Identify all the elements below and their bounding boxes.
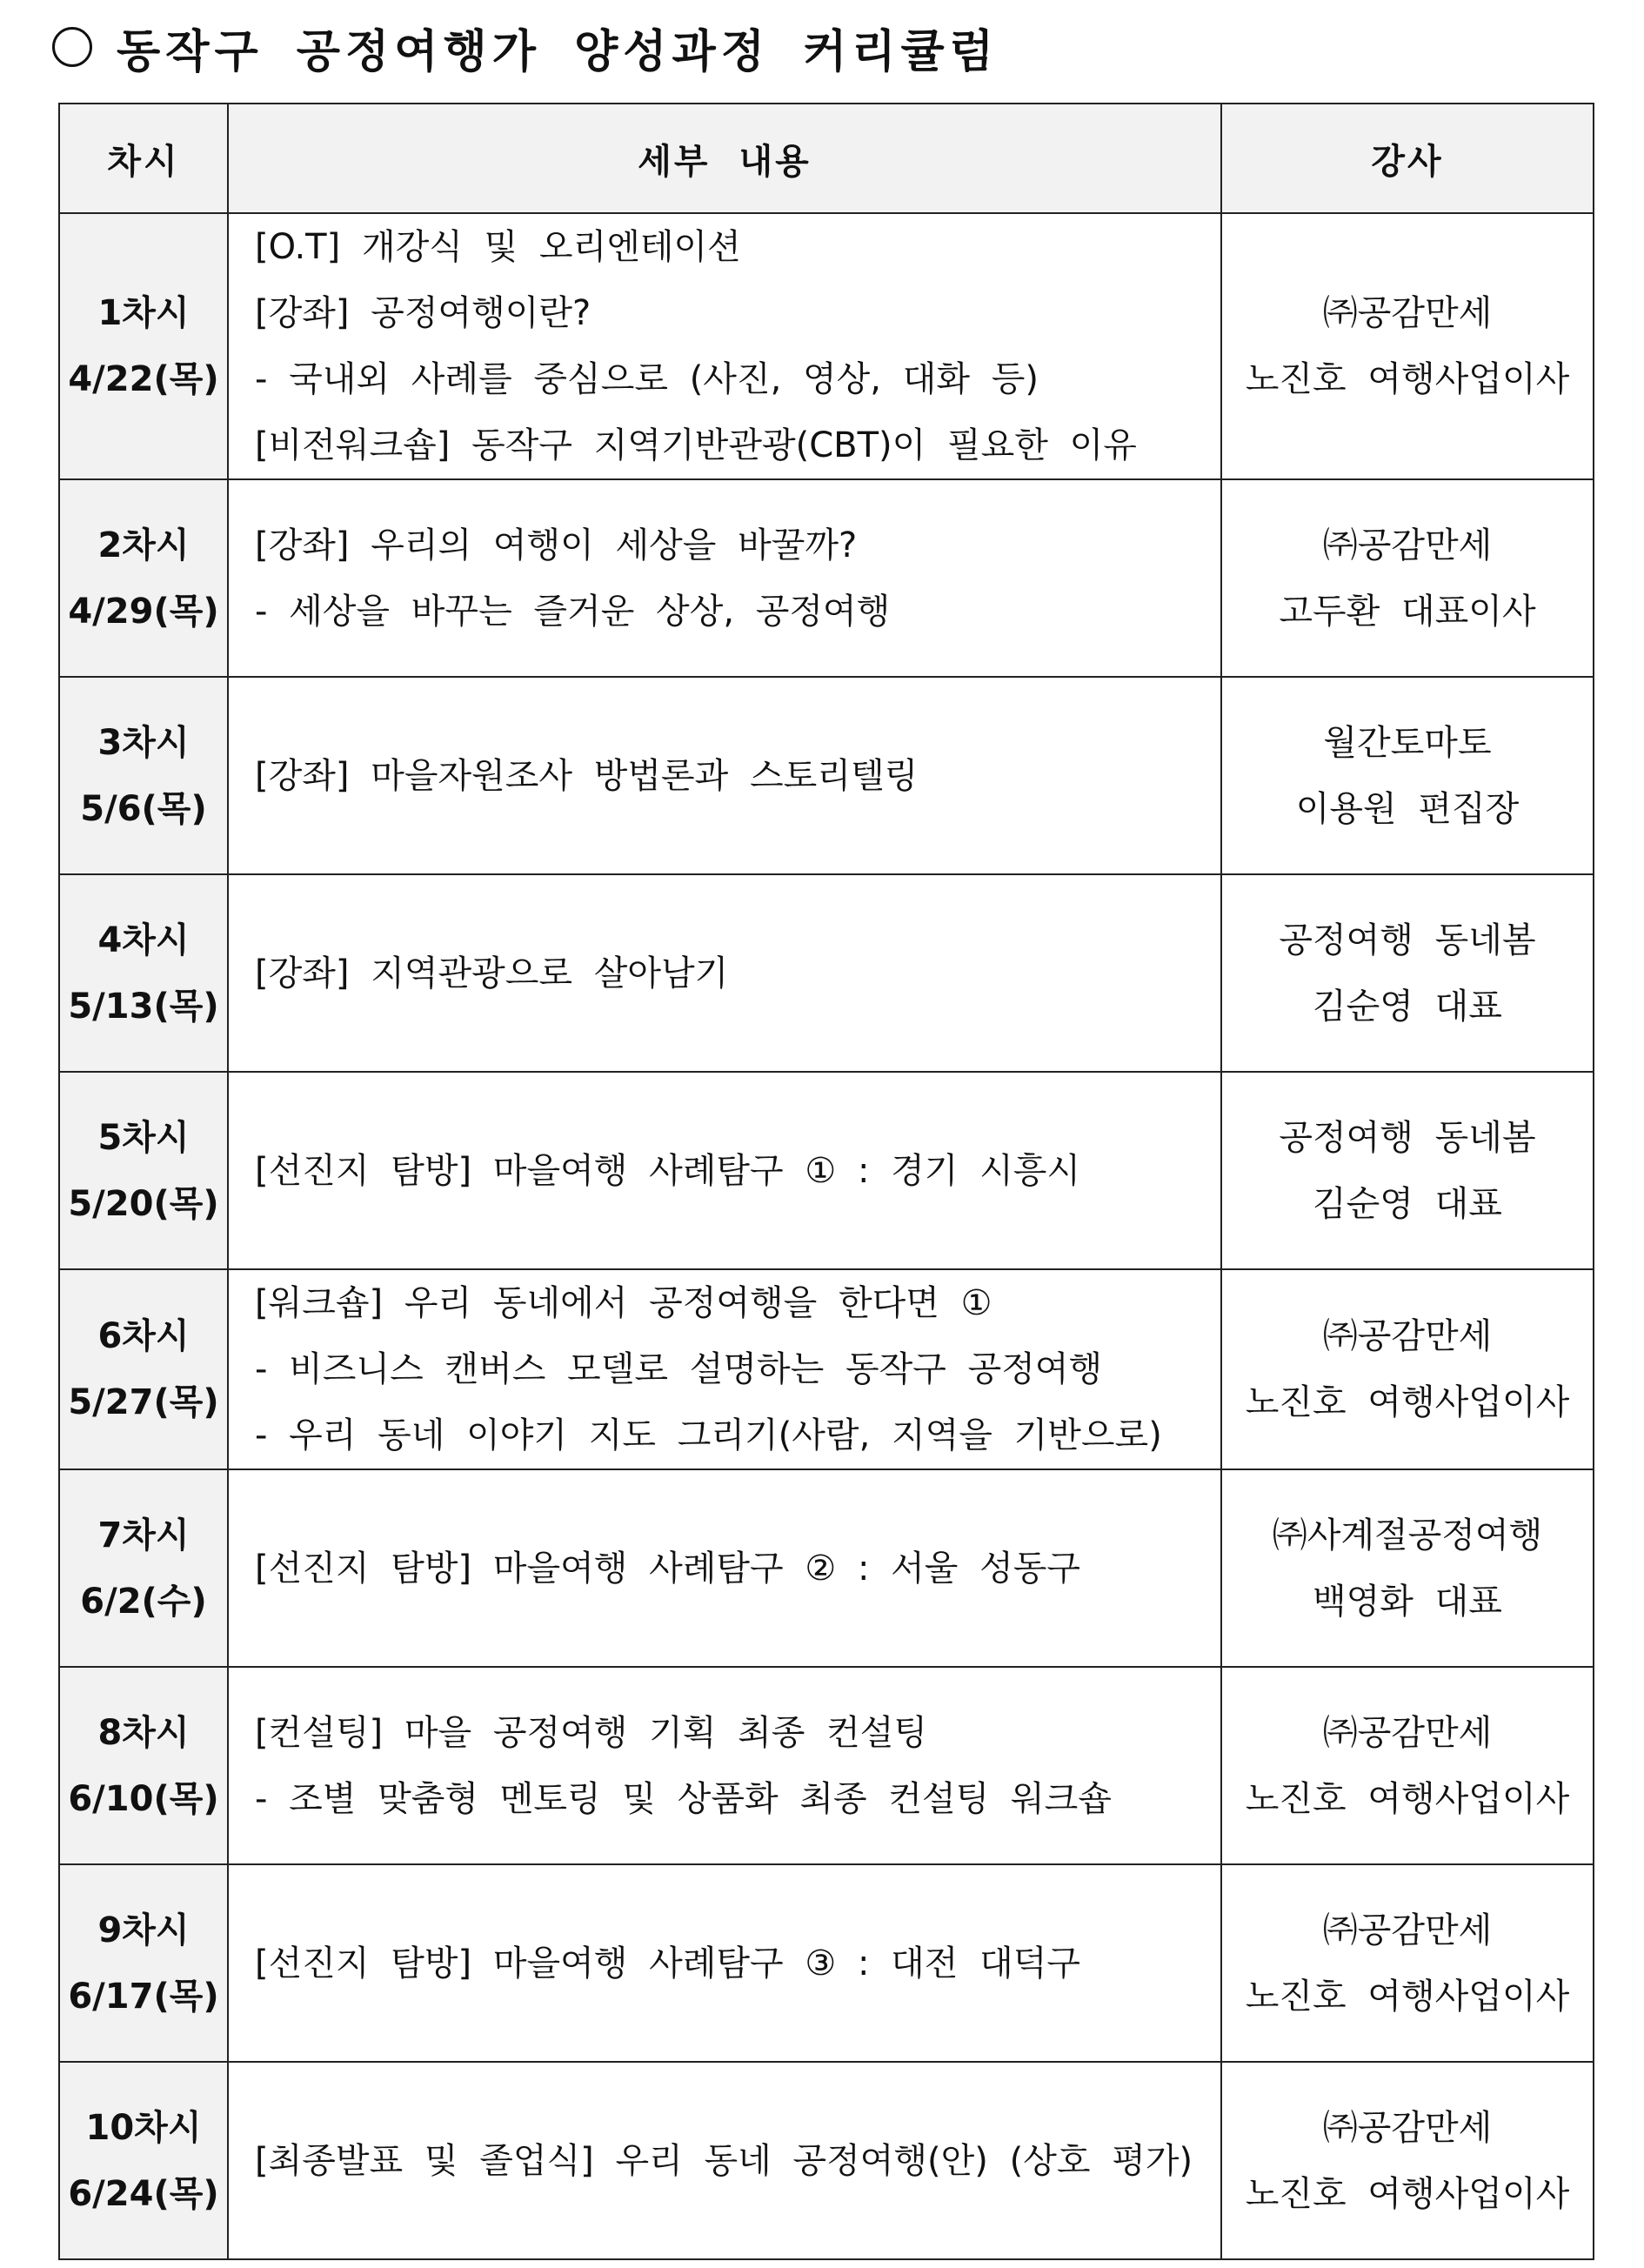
header-instructor: 강사 <box>1221 104 1594 213</box>
session-number: 9차시 <box>97 1910 190 1950</box>
instructor-line: ㈜공감만세 <box>1322 293 1493 333</box>
session-cell <box>59 874 228 1072</box>
instructor-line: 노진호 여행사업이사 <box>1245 1976 1570 2017</box>
instructor-cell <box>1221 213 1594 479</box>
session-cell <box>59 479 228 677</box>
details-line: [강좌] 마을자원조사 방법론과 스토리텔링 <box>255 755 919 796</box>
session-number: 8차시 <box>97 1712 190 1753</box>
session-date: 6/24(목) <box>68 2173 219 2214</box>
session-date: 6/10(목) <box>68 1778 219 1819</box>
instructor-line: ㈜공감만세 <box>1322 2107 1493 2148</box>
instructor-line: 노진호 여행사업이사 <box>1245 1778 1570 1819</box>
details-cell <box>228 1667 1221 1864</box>
details-line: - 국내외 사례를 중심으로 (사진, 영상, 대화 등) <box>255 359 1039 399</box>
table-row <box>59 1864 1594 2062</box>
instructor-line: 공정여행 동네봄 <box>1279 1117 1536 1158</box>
instructor-line: 월간토마토 <box>1323 722 1492 763</box>
header-details: 세부 내용 <box>228 104 1221 213</box>
table-header-row <box>59 104 1594 213</box>
circle-bullet-icon <box>52 27 92 67</box>
page-title <box>52 12 999 82</box>
session-number: 4차시 <box>97 920 190 960</box>
session-cell <box>59 677 228 874</box>
details-line: [O.T] 개강식 및 오리엔테이션 <box>255 227 741 267</box>
instructor-cell <box>1221 2062 1594 2259</box>
details-line: [강좌] 공정여행이란? <box>255 293 591 333</box>
curriculum-table <box>58 103 1594 2260</box>
instructor-line: 노진호 여행사업이사 <box>1245 359 1570 399</box>
session-number: 1차시 <box>97 293 190 333</box>
table-row <box>59 874 1594 1072</box>
details-line: [강좌] 지역관광으로 살아남기 <box>255 953 729 994</box>
details-line: [최종발표 및 졸업식] 우리 동네 공정여행(안) (상호 평가) <box>255 2140 1193 2181</box>
instructor-line: 김순영 대표 <box>1313 986 1502 1027</box>
table-row <box>59 1469 1594 1667</box>
details-cell <box>228 213 1221 479</box>
instructor-line: ㈜공감만세 <box>1322 1910 1493 1950</box>
instructor-line: 김순영 대표 <box>1313 1183 1502 1224</box>
details-cell <box>228 677 1221 874</box>
instructor-line: ㈜공감만세 <box>1322 1712 1493 1753</box>
details-line: [강좌] 우리의 여행이 세상을 바꿀까? <box>255 525 858 565</box>
instructor-cell <box>1221 1667 1594 1864</box>
instructor-cell <box>1221 479 1594 677</box>
session-date: 5/27(목) <box>68 1382 219 1422</box>
details-line: - 비즈니스 캔버스 모델로 설명하는 동작구 공정여행 <box>255 1349 1103 1389</box>
details-line: [선진지 탐방] 마을여행 사례탐구 ② : 서울 성동구 <box>255 1548 1081 1589</box>
table-body <box>59 213 1594 2259</box>
table-row <box>59 677 1594 874</box>
instructor-line: ㈜사계절공정여행 <box>1272 1515 1543 1555</box>
page-title-text: 동작구 공정여행가 양성과정 커리큘럼 <box>117 25 999 78</box>
instructor-line: 이용원 편집장 <box>1295 788 1520 829</box>
details-line: - 조별 맞춤형 멘토링 및 상품화 최종 컨설팅 워크숍 <box>255 1778 1112 1819</box>
instructor-cell <box>1221 1269 1594 1469</box>
table-row <box>59 213 1594 479</box>
session-date: 6/2(수) <box>80 1581 207 1622</box>
details-line: - 우리 동네 이야기 지도 그리기(사람, 지역을 기반으로) <box>255 1415 1162 1455</box>
details-line: [비전워크숍] 동작구 지역기반관광(CBT)이 필요한 이유 <box>255 425 1137 465</box>
session-date: 6/17(목) <box>68 1976 219 2017</box>
session-date: 4/29(목) <box>68 591 219 632</box>
instructor-line: ㈜공감만세 <box>1322 525 1493 565</box>
session-cell <box>59 1269 228 1469</box>
session-number: 2차시 <box>97 525 190 565</box>
session-number: 3차시 <box>97 722 190 763</box>
instructor-line: 공정여행 동네봄 <box>1279 920 1536 960</box>
session-number: 10차시 <box>85 2107 202 2148</box>
details-line: [워크숍] 우리 동네에서 공정여행을 한다면 ① <box>255 1283 992 1323</box>
table-row <box>59 479 1594 677</box>
session-cell <box>59 1469 228 1667</box>
instructor-line: 노진호 여행사업이사 <box>1245 1382 1570 1422</box>
session-number: 7차시 <box>97 1515 190 1555</box>
session-cell <box>59 1864 228 2062</box>
session-cell <box>59 213 228 479</box>
details-cell <box>228 479 1221 677</box>
session-date: 4/22(목) <box>68 359 219 399</box>
details-cell <box>228 1072 1221 1269</box>
details-line: - 세상을 바꾸는 즐거운 상상, 공정여행 <box>255 591 891 632</box>
session-cell <box>59 2062 228 2259</box>
details-cell <box>228 1469 1221 1667</box>
instructor-line: ㈜공감만세 <box>1322 1316 1493 1356</box>
session-date: 5/13(목) <box>68 986 219 1027</box>
table-row <box>59 1667 1594 1864</box>
instructor-line: 고두환 대표이사 <box>1279 591 1536 632</box>
instructor-cell <box>1221 677 1594 874</box>
details-cell <box>228 2062 1221 2259</box>
details-cell <box>228 874 1221 1072</box>
instructor-cell <box>1221 1864 1594 2062</box>
details-line: [선진지 탐방] 마을여행 사례탐구 ③ : 대전 대덕구 <box>255 1943 1081 1984</box>
instructor-line: 노진호 여행사업이사 <box>1245 2173 1570 2214</box>
session-number: 6차시 <box>97 1316 190 1356</box>
instructor-cell <box>1221 1072 1594 1269</box>
instructor-cell <box>1221 1469 1594 1667</box>
table-row <box>59 1072 1594 1269</box>
details-cell <box>228 1269 1221 1469</box>
details-line: [컨설팅] 마을 공정여행 기획 최종 컨설팅 <box>255 1712 928 1753</box>
session-cell <box>59 1667 228 1864</box>
table-row <box>59 2062 1594 2259</box>
details-line: [선진지 탐방] 마을여행 사례탐구 ① : 경기 시흥시 <box>255 1150 1081 1191</box>
instructor-line: 백영화 대표 <box>1313 1581 1502 1622</box>
session-date: 5/20(목) <box>68 1183 219 1224</box>
session-date: 5/6(목) <box>80 788 207 829</box>
session-number: 5차시 <box>97 1117 190 1158</box>
table-row <box>59 1269 1594 1469</box>
instructor-cell <box>1221 874 1594 1072</box>
session-cell <box>59 1072 228 1269</box>
header-session: 차시 <box>59 104 228 213</box>
details-cell <box>228 1864 1221 2062</box>
